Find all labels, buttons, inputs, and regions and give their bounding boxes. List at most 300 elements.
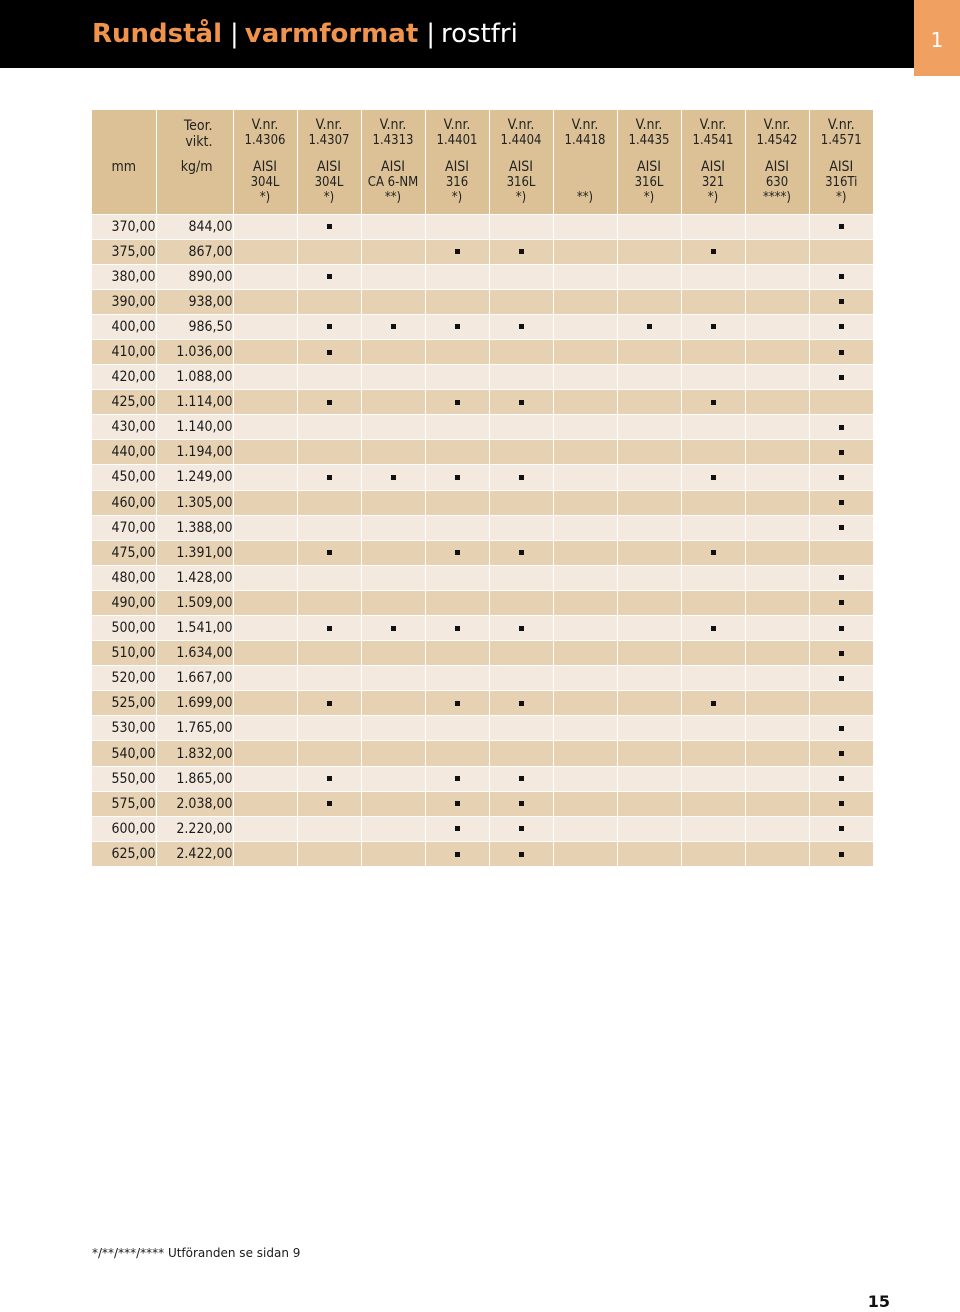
cell-availability [361,841,425,866]
availability-mark-icon [839,651,844,656]
cell-availability [233,791,297,816]
cell-availability [297,741,361,766]
cell-availability [681,390,745,415]
cell-availability [361,239,425,264]
cell-availability [681,841,745,866]
cell-availability [809,314,873,339]
header-weight-line1: Teor. [183,118,213,134]
cell-availability [361,465,425,490]
cell-availability [553,791,617,816]
cell-availability [617,239,681,264]
cell-weight: 1.114,00 [156,390,233,415]
availability-mark-icon [519,776,524,781]
cell-availability [297,314,361,339]
cell-weight: 1.036,00 [156,339,233,364]
availability-mark-icon [519,249,524,254]
cell-availability [809,791,873,816]
cell-availability [809,440,873,465]
cell-availability [425,214,489,239]
cell-availability [425,816,489,841]
cell-availability [233,540,297,565]
cell-availability [553,515,617,540]
cell-availability [297,791,361,816]
cell-availability [617,590,681,615]
cell-availability [553,691,617,716]
cell-availability [361,314,425,339]
cell-availability [553,641,617,666]
grade-number: 1.4541 [692,133,734,148]
table-row [92,440,873,465]
grade-note: *) [515,190,527,205]
grade-aisi: AISI [636,159,662,175]
cell-availability [425,741,489,766]
cell-availability [745,289,809,314]
cell-availability [617,289,681,314]
cell-availability [297,816,361,841]
cell-availability [297,339,361,364]
cell-availability [361,515,425,540]
table-row [92,540,873,565]
table-row [92,289,873,314]
availability-mark-icon [455,400,460,405]
cell-availability [361,289,425,314]
cell-availability [617,440,681,465]
cell-availability [617,641,681,666]
cell-availability [617,339,681,364]
cell-availability [425,390,489,415]
cell-availability [681,791,745,816]
cell-diameter: 460,00 [92,490,156,515]
grade-type: 316L [634,175,664,190]
cell-availability [425,264,489,289]
cell-availability [745,691,809,716]
cell-availability [233,741,297,766]
table-row [92,666,873,691]
availability-mark-icon [839,350,844,355]
cell-availability [553,716,617,741]
cell-diameter: 450,00 [92,465,156,490]
cell-availability [489,214,553,239]
cell-availability [617,616,681,641]
cell-availability [233,641,297,666]
cell-availability [297,214,361,239]
cell-availability [617,264,681,289]
grade-vnr-label: V.nr. [443,117,471,133]
cell-availability [809,264,873,289]
availability-mark-icon [839,852,844,857]
grade-note: *) [259,190,271,205]
availability-mark-icon [839,224,844,229]
cell-availability [425,465,489,490]
cell-availability [809,390,873,415]
grade-vnr-label: V.nr. [699,117,727,133]
availability-mark-icon [455,801,460,806]
cell-availability [745,741,809,766]
cell-availability [361,540,425,565]
cell-availability [361,791,425,816]
title-part-1: Rundstål [92,19,223,49]
table-row [92,766,873,791]
cell-weight: 1.140,00 [156,415,233,440]
availability-mark-icon [327,701,332,706]
cell-availability [809,515,873,540]
cell-availability [297,841,361,866]
cell-availability [617,741,681,766]
table-body [92,214,873,866]
cell-availability [361,590,425,615]
availability-mark-icon [519,324,524,329]
grade-note: *) [836,190,847,205]
header-grade [809,110,873,214]
availability-mark-icon [519,826,524,831]
cell-availability [809,465,873,490]
availability-mark-icon [711,249,716,254]
cell-availability [297,515,361,540]
cell-diameter: 525,00 [92,691,156,716]
cell-availability [233,314,297,339]
table-row [92,641,873,666]
cell-availability [489,766,553,791]
cell-availability [425,490,489,515]
header-grade [233,110,297,214]
availability-mark-icon [455,852,460,857]
cell-availability [233,415,297,440]
cell-weight: 2.422,00 [156,841,233,866]
cell-availability [425,339,489,364]
table-row [92,515,873,540]
cell-availability [681,766,745,791]
availability-mark-icon [455,776,460,781]
cell-availability [745,666,809,691]
cell-weight: 1.305,00 [156,490,233,515]
cell-availability [361,390,425,415]
cell-availability [233,390,297,415]
availability-mark-icon [839,500,844,505]
availability-mark-icon [839,826,844,831]
cell-availability [361,716,425,741]
cell-weight: 1.428,00 [156,565,233,590]
cell-availability [681,565,745,590]
cell-availability [361,616,425,641]
cell-availability [745,841,809,866]
grade-type: 304L [314,175,344,190]
cell-diameter: 425,00 [92,390,156,415]
grade-vnr-label: V.nr. [635,117,663,133]
cell-availability [425,239,489,264]
availability-mark-icon [839,801,844,806]
cell-diameter: 420,00 [92,365,156,390]
grade-aisi: AISI [252,159,278,175]
table-row [92,716,873,741]
cell-availability [809,666,873,691]
cell-availability [745,490,809,515]
grade-vnr-label: V.nr. [827,117,855,133]
grade-type: 316 [445,175,469,190]
cell-availability [233,716,297,741]
cell-availability [425,590,489,615]
table-row [92,565,873,590]
grade-number: 1.4401 [436,133,478,148]
cell-availability [617,465,681,490]
cell-availability [233,465,297,490]
cell-availability [681,415,745,440]
cell-weight: 1.088,00 [156,365,233,390]
availability-mark-icon [391,324,396,329]
grade-type: 321 [701,175,725,190]
grade-note: *) [323,190,335,205]
cell-availability [553,390,617,415]
cell-availability [297,465,361,490]
cell-availability [553,741,617,766]
cell-availability [745,339,809,364]
availability-mark-icon [391,626,396,631]
availability-mark-icon [711,324,716,329]
cell-availability [361,264,425,289]
cell-availability [297,666,361,691]
cell-availability [233,264,297,289]
grade-note: *) [451,190,463,205]
cell-availability [425,641,489,666]
grade-type: 304L [250,175,280,190]
cell-availability [361,415,425,440]
grade-aisi: AISI [508,159,534,175]
cell-availability [809,691,873,716]
cell-availability [617,415,681,440]
cell-availability [553,590,617,615]
cell-availability [617,766,681,791]
availability-mark-icon [455,626,460,631]
grade-vnr-label: V.nr. [379,117,407,133]
cell-availability [361,666,425,691]
cell-availability [553,841,617,866]
cell-availability [809,841,873,866]
grade-note: *) [707,190,719,205]
grade-vnr-label: V.nr. [251,117,279,133]
title-separator-2: | [426,19,436,49]
cell-availability [745,616,809,641]
cell-availability [553,239,617,264]
grade-number: 1.4306 [244,133,286,148]
cell-availability [489,741,553,766]
cell-availability [745,791,809,816]
cell-availability [809,214,873,239]
cell-availability [809,816,873,841]
cell-availability [233,816,297,841]
cell-availability [297,716,361,741]
cell-availability [617,691,681,716]
availability-mark-icon [327,400,332,405]
cell-availability [681,590,745,615]
cell-availability [489,390,553,415]
cell-availability [425,791,489,816]
header-grade [425,110,489,214]
cell-availability [361,766,425,791]
header-mm-label: mm [111,159,137,175]
cell-availability [553,339,617,364]
cell-availability [745,214,809,239]
availability-mark-icon [327,274,332,279]
cell-weight: 1.249,00 [156,465,233,490]
cell-availability [745,540,809,565]
availability-mark-icon [455,701,460,706]
cell-availability [489,841,553,866]
grade-type: CA 6-NM [367,175,419,190]
cell-availability [297,264,361,289]
cell-availability [361,641,425,666]
availability-mark-icon [647,324,652,329]
cell-availability [745,465,809,490]
cell-availability [681,641,745,666]
availability-mark-icon [327,776,332,781]
cell-diameter: 575,00 [92,791,156,816]
cell-availability [681,540,745,565]
cell-availability [489,289,553,314]
cell-availability [297,415,361,440]
cell-weight: 1.194,00 [156,440,233,465]
cell-availability [425,841,489,866]
cell-weight: 1.388,00 [156,515,233,540]
cell-availability [233,214,297,239]
cell-availability [681,465,745,490]
table-row [92,239,873,264]
cell-availability [681,666,745,691]
availability-mark-icon [327,324,332,329]
cell-weight: 986,50 [156,314,233,339]
cell-availability [681,716,745,741]
cell-availability [489,465,553,490]
cell-availability [809,339,873,364]
cell-availability [745,264,809,289]
availability-mark-icon [519,626,524,631]
cell-diameter: 390,00 [92,289,156,314]
cell-availability [361,691,425,716]
cell-availability [233,766,297,791]
cell-availability [489,365,553,390]
cell-availability [489,440,553,465]
table-row [92,465,873,490]
cell-diameter: 400,00 [92,314,156,339]
grade-number: 1.4435 [628,133,670,148]
cell-availability [233,515,297,540]
cell-weight: 844,00 [156,214,233,239]
cell-diameter: 475,00 [92,540,156,565]
footnote: */**/***/**** Utföranden se sidan 9 [92,1246,301,1260]
cell-availability [681,741,745,766]
grade-vnr-label: V.nr. [763,117,791,133]
cell-availability [809,590,873,615]
cell-availability [489,490,553,515]
cell-availability [681,490,745,515]
header-grade [617,110,681,214]
cell-availability [681,365,745,390]
cell-diameter: 470,00 [92,515,156,540]
cell-availability [745,239,809,264]
cell-availability [681,264,745,289]
cell-availability [809,239,873,264]
cell-weight: 1.509,00 [156,590,233,615]
cell-availability [553,440,617,465]
table-row [92,616,873,641]
availability-mark-icon [455,249,460,254]
cell-availability [617,791,681,816]
cell-weight: 1.765,00 [156,716,233,741]
cell-availability [553,289,617,314]
cell-availability [425,365,489,390]
cell-availability [809,741,873,766]
cell-availability [809,365,873,390]
cell-availability [489,415,553,440]
table-row [92,314,873,339]
cell-diameter: 490,00 [92,590,156,615]
cell-availability [489,565,553,590]
grade-aisi: AISI [764,159,790,175]
availability-mark-icon [455,826,460,831]
title-part-3: rostfri [441,19,518,49]
cell-availability [617,365,681,390]
cell-weight: 2.220,00 [156,816,233,841]
cell-availability [681,214,745,239]
availability-mark-icon [391,475,396,480]
grade-type: 316Ti [825,175,858,190]
availability-mark-icon [327,350,332,355]
availability-mark-icon [519,475,524,480]
cell-availability [809,641,873,666]
cell-availability [681,616,745,641]
cell-diameter: 375,00 [92,239,156,264]
cell-availability [745,766,809,791]
cell-diameter: 510,00 [92,641,156,666]
cell-diameter: 500,00 [92,616,156,641]
grade-vnr-label: V.nr. [507,117,535,133]
grade-aisi: AISI [380,159,406,175]
cell-availability [297,390,361,415]
cell-availability [617,490,681,515]
cell-availability [233,289,297,314]
cell-diameter: 540,00 [92,741,156,766]
grade-number: 1.4307 [308,133,350,148]
cell-diameter: 520,00 [92,666,156,691]
cell-availability [297,590,361,615]
cell-availability [361,365,425,390]
cell-availability [489,540,553,565]
cell-availability [297,641,361,666]
cell-availability [553,565,617,590]
cell-availability [681,239,745,264]
availability-mark-icon [839,425,844,430]
grade-aisi: AISI [316,159,342,175]
availability-mark-icon [839,626,844,631]
cell-diameter: 480,00 [92,565,156,590]
availability-mark-icon [455,475,460,480]
cell-availability [233,339,297,364]
cell-availability [425,515,489,540]
availability-mark-icon [839,475,844,480]
cell-availability [297,565,361,590]
cell-availability [809,565,873,590]
cell-availability [617,565,681,590]
header-grade [361,110,425,214]
page-title [92,18,518,50]
cell-availability [553,415,617,440]
grade-note: **) [384,190,402,205]
title-separator-1: | [230,19,239,49]
cell-availability [553,490,617,515]
cell-availability [617,716,681,741]
cell-availability [617,816,681,841]
cell-availability [617,314,681,339]
cell-availability [233,565,297,590]
cell-availability [425,616,489,641]
